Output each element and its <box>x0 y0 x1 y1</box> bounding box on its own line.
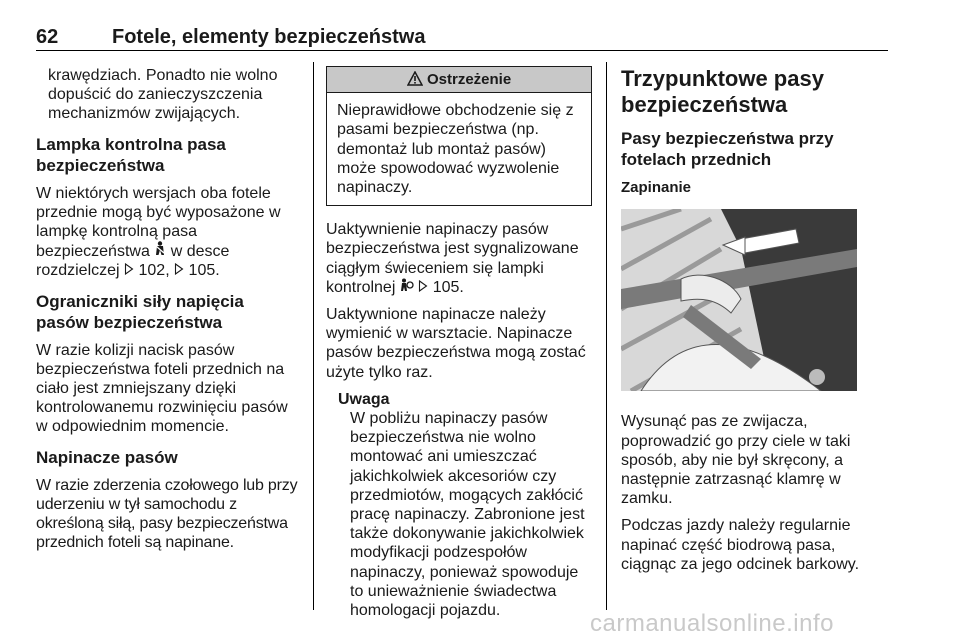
column-left <box>36 66 301 560</box>
ref-102-link[interactable]: 102, <box>138 262 170 280</box>
step1-paragraph: Wysunąć pas ze zwijacza, poprowadzić go przy ciele w taki sposób, aby nie był skręcony, a następnie zatrzasnąć klamrę w zamku. <box>621 413 851 508</box>
warning-header <box>327 67 591 93</box>
warning-title: Ostrzeżenie <box>426 71 512 88</box>
activation-paragraph <box>326 220 592 297</box>
lamp-paragraph <box>36 184 301 281</box>
note-title: Uwaga <box>338 390 390 408</box>
watermark: carmanualsonline.info <box>590 610 834 637</box>
reference-arrow-icon[interactable] <box>418 280 428 292</box>
lamp-text-after: w desce rozdzielczej <box>36 243 230 280</box>
pretensioner-heading: Napinacze pasów <box>36 447 178 467</box>
step2-paragraph: Podczas jazdy należy regularnie napinać część biodrową pasa, ciągnąc za jego odcinek barkowy. <box>621 517 860 573</box>
note-block <box>326 390 592 620</box>
pretensioner-paragraph: W razie zderzenia czołowego lub przy uderzeniu w tył samochodu z określoną siłą, pasy bezpieczeństwa przednich foteli są napinane. <box>36 476 298 552</box>
header-divider <box>36 50 888 51</box>
section-title: Trzypunktowe pasy bezpieczeństwa <box>621 66 824 117</box>
column-divider-left <box>313 62 314 610</box>
column-middle <box>326 66 592 620</box>
seatbelt-fastening-illustration <box>621 209 857 391</box>
lamp-heading: Lampka kontrolna pasa bezpieczeństwa <box>36 134 226 175</box>
reference-arrow-icon[interactable] <box>174 263 184 275</box>
warning-triangle-icon <box>407 71 423 86</box>
note-text: W pobliżu napinaczy pasów bezpieczeństwa nie wolno montować ani umieszczać jakichkolwiek akcesoriów czy przedmiotów, mogących zakłócić pracę napinaczy. Zabronione jest także dokonywanie jakichkolwiek modyfikacji podzespołów napinaczy, ponieważ spowoduje to unieważnienie świadectwa homologacji pojazdu. <box>350 410 585 620</box>
column-divider-right <box>606 62 607 610</box>
warning-box <box>326 66 592 206</box>
section-subtitle: Pasy bezpieczeństwa przy fotelach przednich <box>621 129 834 169</box>
limiter-heading: Ograniczniki siły napięcia pasów bezpieczeństwa <box>36 291 244 332</box>
lamp-text-before: W niektórych wersjach oba fotele przednie mogą być wyposażone w lampkę kontrolną pasa bezpieczeństwa <box>36 184 281 261</box>
ref-105-link[interactable]: 105. <box>188 262 220 280</box>
warning-text: Nieprawidłowe obchodzenie się z pasami bezpieczeństwa (np. demontaż lub montaż pasów) może spowodować wyzwolenie napinaczy. <box>337 102 574 197</box>
reference-arrow-icon[interactable] <box>124 263 134 275</box>
intro-paragraph: krawędziach. Ponadto nie wolno dopuścić do zanieczyszczenia mechanizmów zwijających. <box>48 67 278 123</box>
page-header <box>36 26 888 52</box>
limiter-paragraph: W razie kolizji nacisk pasów bezpieczeństwa foteli przednich na ciało jest zmniejszany dzięki kontrolowanemu rozwinięciu pasów w odpowiednim momencie. <box>36 341 288 436</box>
seatbelt-person-icon <box>154 241 166 256</box>
chapter-title: Fotele, elementy bezpieczeństwa <box>112 26 426 48</box>
ref-105-link[interactable]: 105. <box>432 278 464 296</box>
fasten-heading: Zapinanie <box>621 179 692 196</box>
replace-paragraph: Uaktywnione napinacze należy wymienić w warsztacie. Napinacze pasów bezpieczeństwa mogą zostać użyte tylko raz. <box>326 306 586 381</box>
column-right <box>621 66 867 582</box>
page-number: 62 <box>36 26 59 48</box>
activation-text: Uaktywnienie napinaczy pasów bezpieczeństwa jest sygnalizowane ciągłym świeceniem się lampki kontrolnej <box>326 221 579 296</box>
airbag-warning-icon <box>400 278 414 292</box>
